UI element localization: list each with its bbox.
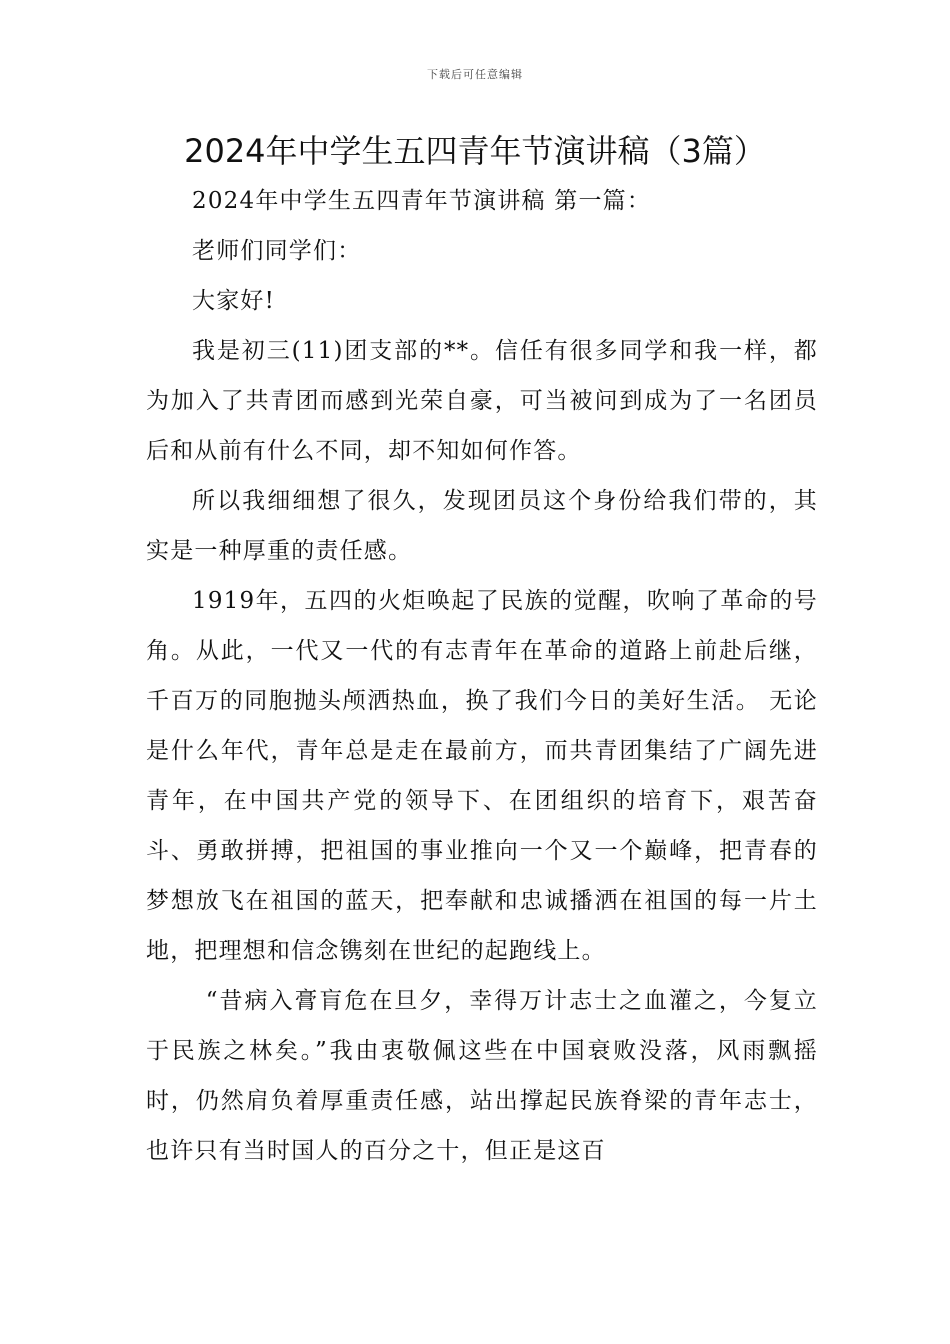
document-body	[146, 176, 818, 1176]
paragraph-salutation: 老师们同学们：	[192, 238, 362, 264]
paragraph-section-heading: 2024年中学生五四青年节演讲稿 第一篇：	[192, 188, 652, 214]
document-title: 2024年中学生五四青年节演讲稿（3篇）	[184, 132, 766, 170]
paragraph-greeting: 大家好!	[192, 288, 276, 314]
paragraph-intro: 我是初三(11)团支部的**。信任有很多同学和我一样，都为加入了共青团而感到光荣自豪，可当被问到成为了一名团员后和从前有什么不同，却不知如何作答。	[146, 338, 818, 464]
paragraph-history: 1919年，五四的火炬唤起了民族的觉醒，吹响了革命的号角。从此，一代又一代的有志青年在革命的道路上前赴后继，千百万的同胞抛头颅洒热血，换了我们今日的美好生活。 无论是什么年代，青年总是走在最前方，而共青团集结了广阔先进青年，在中国共产党的领导下、在团组织的培育下，艰苦奋斗、勇敢拼搏，把祖国的事业推向一个又一个巅峰，把青春的梦想放飞在祖国的蓝天，把奉献和忠诚播洒在祖国的每一片土地，把理想和信念镌刻在世纪的起跑线上。	[146, 588, 818, 964]
paragraph-quote: “昔病入膏肓危在旦夕，幸得万计志士之血灌之，今复立于民族之林矣。”我由衷敬佩这些在中国衰败没落，风雨飘摇时，仍然肩负着厚重责任感，站出撑起民族脊梁的青年志士，也许只有当时国人的百分之十，但正是这百	[146, 988, 818, 1164]
paragraph-responsibility: 所以我细细想了很久，发现团员这个身份给我们带的，其实是一种厚重的责任感。	[146, 488, 818, 564]
header-note: 下载后可任意编辑	[427, 68, 523, 81]
